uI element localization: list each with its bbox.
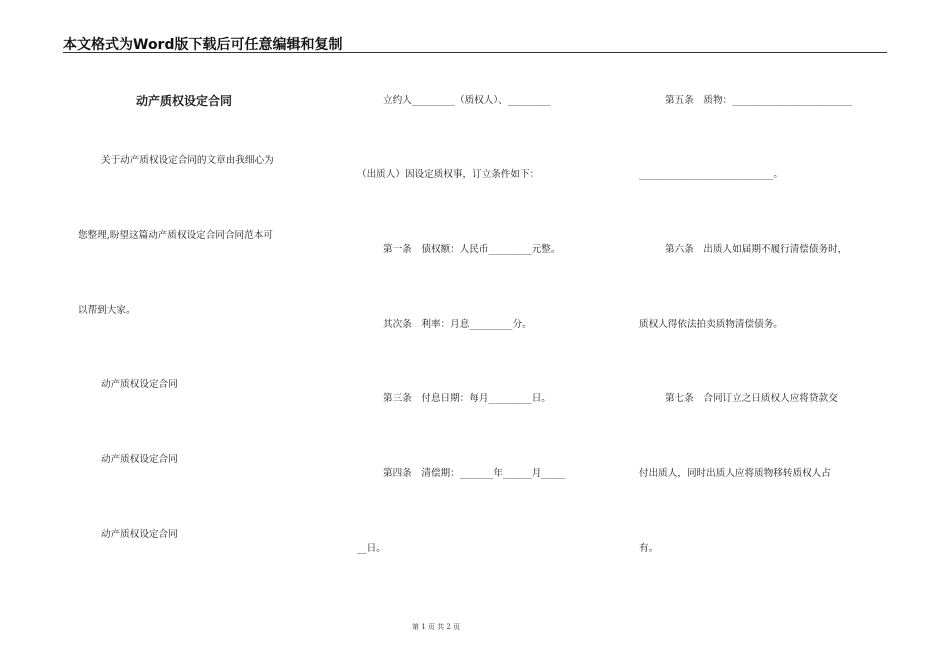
col2-line: 立约人_________（质权人）、_________ [383,95,551,106]
col3-line: 第七条 合同订立之日质权人应将贷款交 [665,393,838,404]
col3-line: ____________________________。 [639,169,783,180]
col1-line: 动产质权设定合同 [101,379,178,390]
col2-line: 第一条 债权额：人民币_________元整。 [383,244,561,255]
col2-line: 其次条 利率：月息_________分。 [383,319,532,330]
header-divider [63,52,887,53]
col1-line: 您整理,盼望这篇动产质权设定合同合同范本可 [78,230,273,241]
col1-line: 动产质权设定合同 [101,454,178,465]
col2-line: 第四条 清偿期：_______年______月_____ [383,468,566,479]
col1-line: 关于动产质权设定合同的文章由我细心为 [101,155,274,166]
col3-line: 第六条 出质人如届期不履行清偿债务时， [665,244,848,255]
col1-line: 以帮到大家。 [78,305,136,316]
document-title: 动产质权设定合同 [136,94,233,108]
col3-line: 第五条 质物：_________________________ [665,95,853,106]
col3-line: 有。 [639,543,659,554]
page-number: 第 1 页 共 2 页 [412,623,461,631]
col2-line: 第三条 付息日期：每月_________日。 [383,393,551,404]
col3-line: 付出质人，同时出质人应将质物移转质权人占 [639,468,831,479]
document-header: 本文格式为Word版下载后可任意编辑和复制 [63,37,343,53]
col2-line: __日。 [357,543,386,554]
col1-line: 动产质权设定合同 [101,529,178,540]
col2-line: （出质人）因设定质权事，订立条件如下： [357,169,540,180]
col3-line: 质权人得依法拍卖质物清偿债务。 [639,319,783,330]
